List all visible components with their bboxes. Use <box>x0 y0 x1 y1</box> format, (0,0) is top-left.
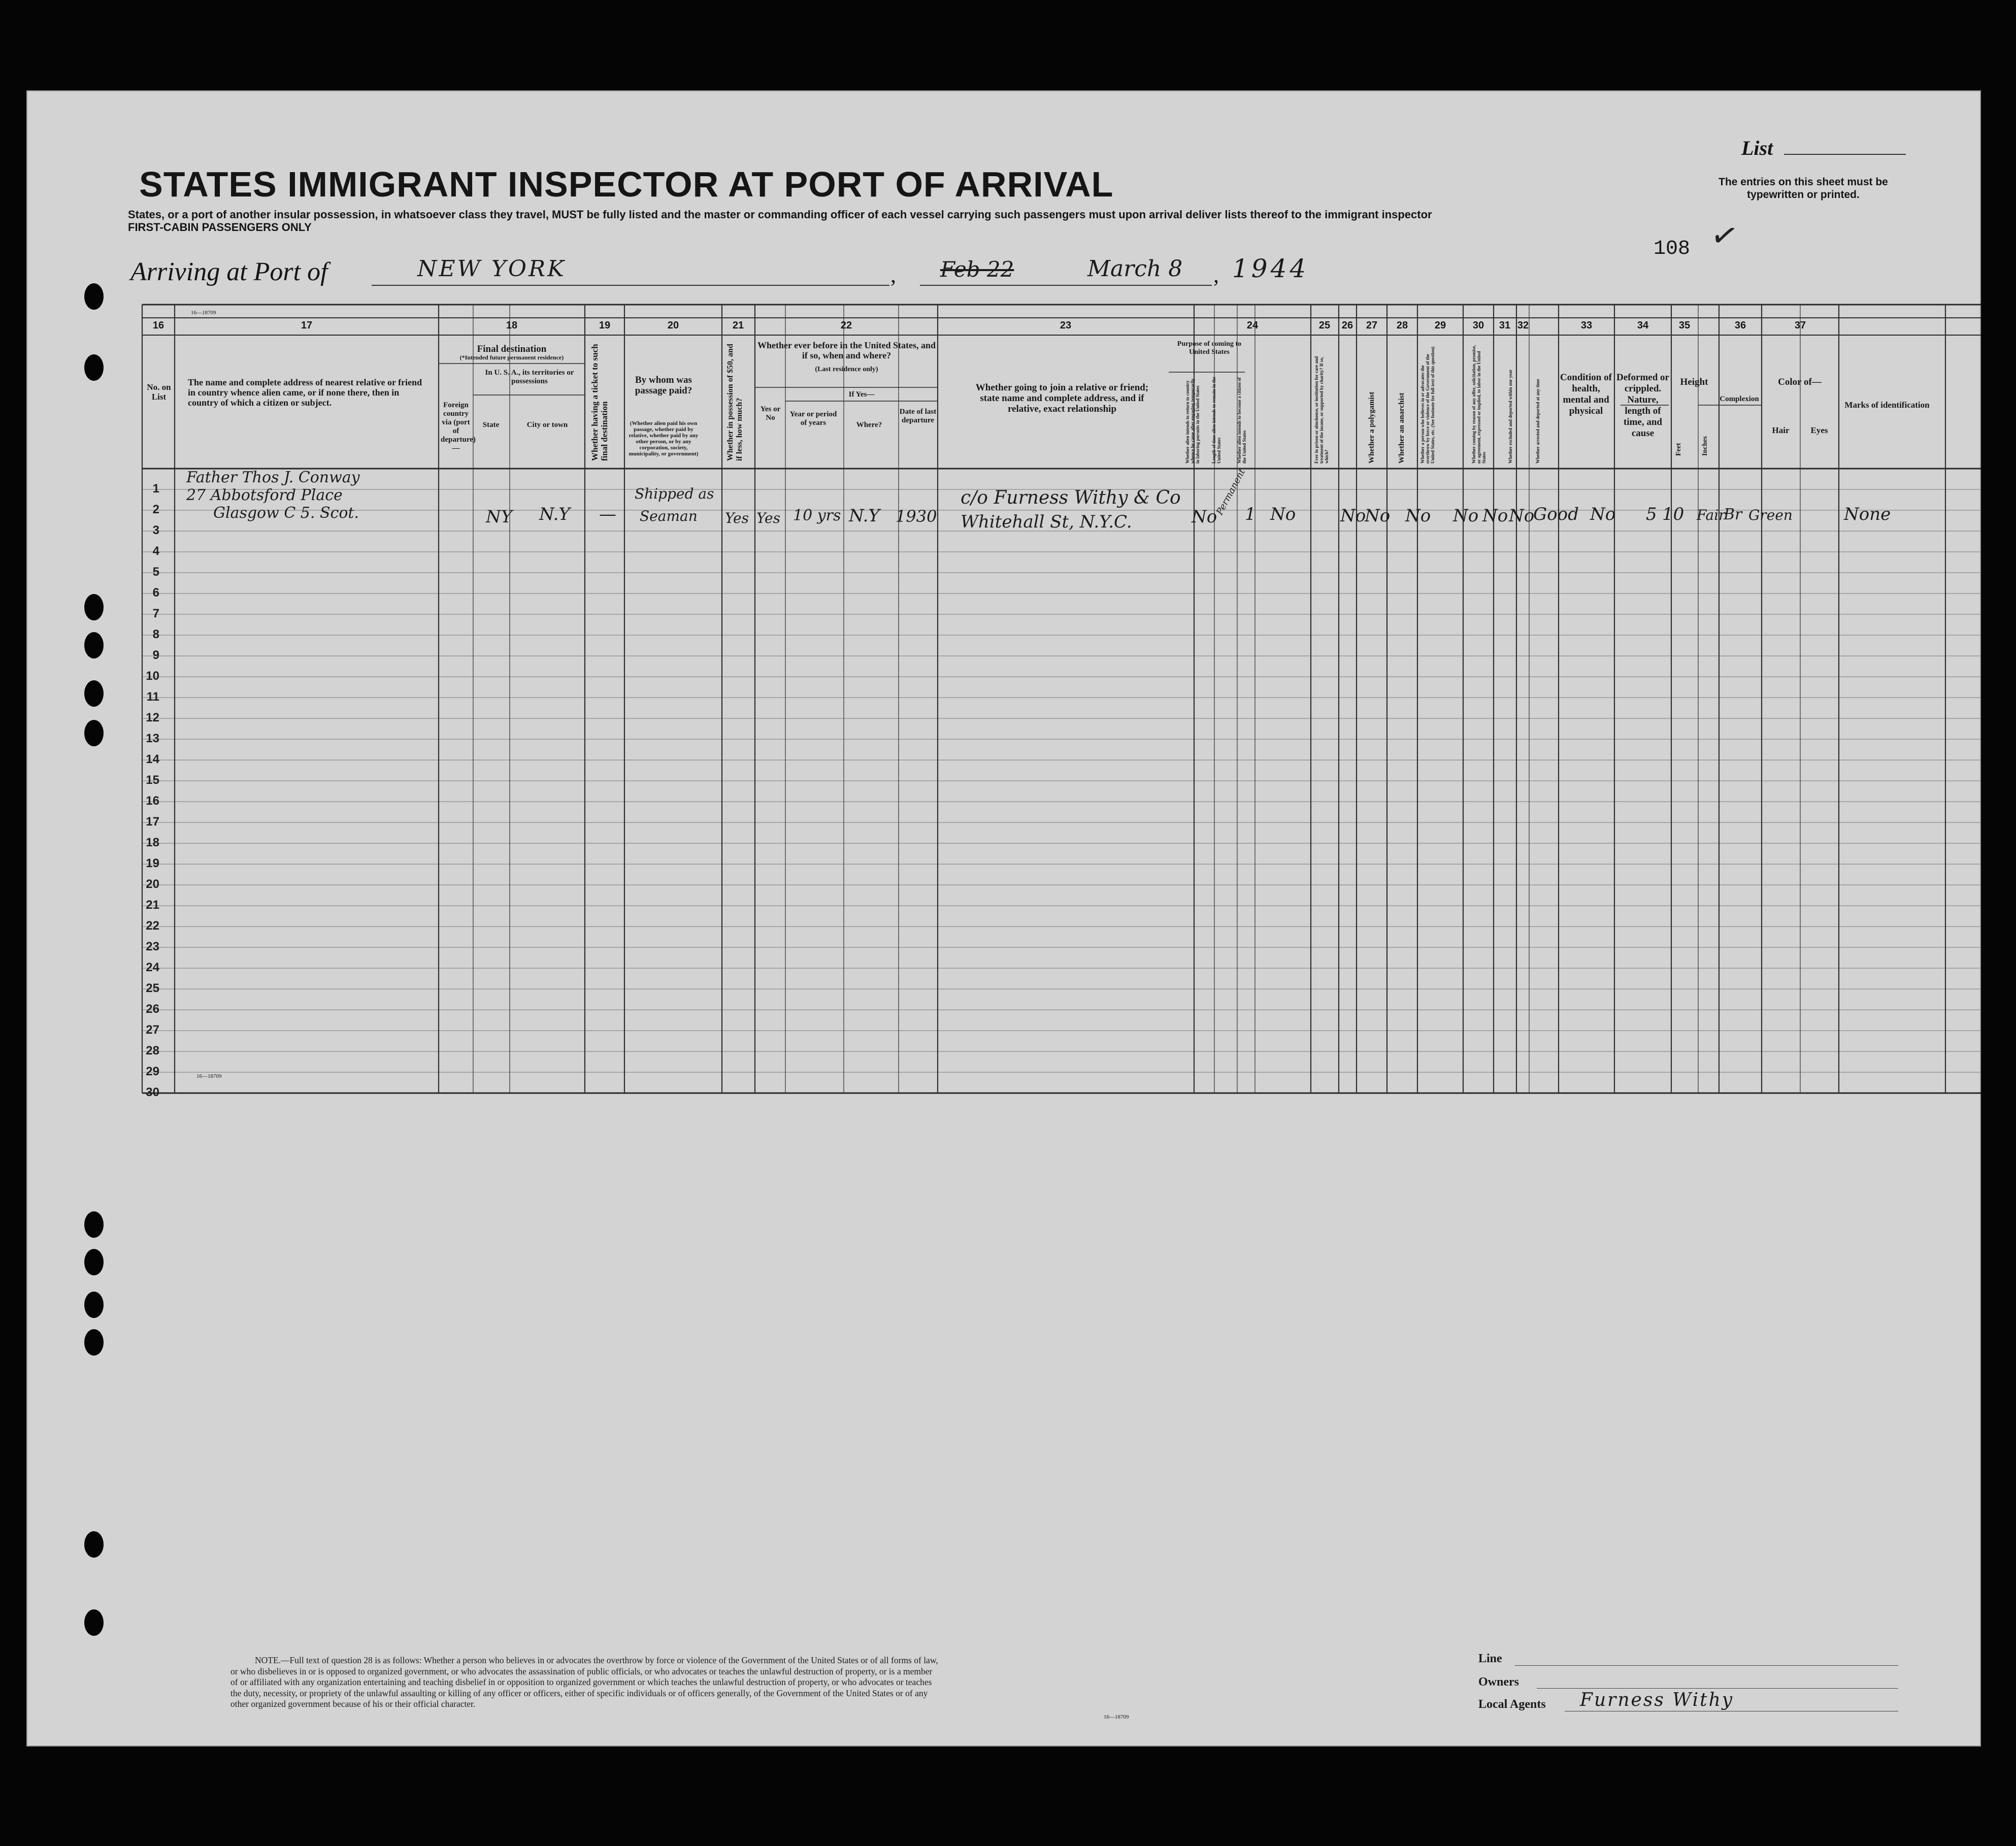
column-number: 16 <box>152 320 164 331</box>
form-number-bottom: 16—18709 <box>196 1073 222 1079</box>
column-number: 32 <box>1517 320 1529 331</box>
cabin-class: FIRST-CABIN PASSENGERS ONLY <box>128 221 312 234</box>
row-number: 23 <box>146 940 159 953</box>
entry-length-of-stay: Permanent <box>1214 467 1248 517</box>
line-label: Line <box>1478 1652 1502 1665</box>
header-where: Where? <box>856 421 882 429</box>
column-number: 22 <box>840 320 852 331</box>
header-marks: Marks of identification <box>1844 400 1930 410</box>
header-city: City or town <box>526 421 568 429</box>
header-foreign-country: Foreign country via (port of departure)— <box>441 401 476 452</box>
column-number: 19 <box>599 320 611 331</box>
date-value: March 8 <box>1087 256 1183 282</box>
column-number: 24 <box>1246 320 1259 331</box>
agents-label: Local Agents <box>1478 1698 1546 1711</box>
row-number: 4 <box>152 544 159 558</box>
header-excluded: Whether excluded and deported within one year <box>1508 369 1513 464</box>
row-number: 22 <box>146 919 159 933</box>
header-in-usa: In U. S. A., its territories or possessions <box>485 369 574 385</box>
header-year-period: Year or period of years <box>789 410 837 427</box>
header-eyes: Eyes <box>1810 425 1828 435</box>
entry-period: 10 yrs <box>793 507 841 524</box>
header-overthrow: Whether a person who believes in or advocates the overthrow by force or violence of the Government of the United States, etc. (See footnote for full text of this question) <box>1420 346 1435 464</box>
row-number: 2 <box>152 503 159 516</box>
entry-hair: Br <box>1724 506 1742 523</box>
header-purpose: Purpose of coming to United States <box>1177 340 1242 356</box>
footnote-line: of or affiliated with any organization entertaining and teaching disbelief in or opposition to organized government or which teaches the unlawful destruction of property, or who advocates or teaches <box>230 1677 932 1687</box>
entry-inches: 10 <box>1662 504 1684 524</box>
sheet-number: 108 <box>1654 238 1691 260</box>
row-number: 29 <box>146 1065 159 1078</box>
header-inches: Inches <box>1701 436 1709 456</box>
row-number: 10 <box>146 669 159 683</box>
subtitle: States, or a port of another insular possession, in whatsoever class they travel, MUST be fully listed and the master or commanding officer of each vessel carrying such passengers must upon arrival deliver lists thereof to the immigrant inspector <box>128 208 1432 221</box>
form-number-note: 16—18709 <box>1104 1714 1129 1720</box>
header-last-residence: (Last residence only) <box>815 366 878 373</box>
row-number: 5 <box>152 565 159 579</box>
entry-ticket: — <box>599 504 616 524</box>
header-if-yes: If Yes— <box>848 390 875 399</box>
entry-passage-line2: Seaman <box>640 508 698 524</box>
row-number: 30 <box>146 1085 159 1099</box>
header-passage-note: (Whether alien paid his own passage, whether paid by relative, whether paid by any other person, or by any corporation, society, municipality, or government) <box>629 420 699 457</box>
column-number: 21 <box>732 320 744 331</box>
row-number: 12 <box>146 711 159 724</box>
entry-eyes: Green <box>1748 507 1793 523</box>
header-date-departure: Date of last departure <box>899 408 937 424</box>
column-number: 33 <box>1580 320 1593 331</box>
port-value: NEW YORK <box>417 256 566 282</box>
entry-feet: 5 <box>1646 504 1657 524</box>
header-anarchist: Whether an anarchist <box>1398 392 1406 464</box>
row-number: 24 <box>146 961 159 974</box>
entry-ever-before: Yes <box>756 510 780 526</box>
row-number: 28 <box>146 1044 159 1058</box>
header-complexion: Complexion <box>1720 395 1759 403</box>
comma: , <box>890 262 896 287</box>
header-color-of: Color of— <box>1778 377 1822 387</box>
line-rule <box>1515 1665 1898 1666</box>
entry-marks: None <box>1844 504 1891 524</box>
column-number: 28 <box>1396 320 1408 331</box>
entry-join-line1: c/o Furness Withy & Co <box>961 487 1181 508</box>
entry-return-intent: No <box>1192 507 1217 527</box>
header-length-of-stay: Length of time alien intends to remain in the United States <box>1211 377 1221 464</box>
column-number: 20 <box>667 320 679 331</box>
row-number: 3 <box>152 523 159 537</box>
manifest-sheet <box>26 90 1981 1746</box>
arriving-label: Arriving at Port of <box>130 257 328 286</box>
column-number: 27 <box>1366 320 1378 331</box>
row-number: 27 <box>146 1023 159 1037</box>
year-value: 1944 <box>1232 254 1309 283</box>
header-height: Height <box>1680 377 1708 387</box>
column-number: 26 <box>1341 320 1353 331</box>
entry-overthrow: No <box>1405 506 1431 526</box>
header-feet: Feet <box>1675 443 1682 456</box>
header-labor-offer: Whether coming by reason of any offer, solicitation, promise, or agreement, expressed or implied, to labor in the United States <box>1471 345 1486 464</box>
entry-polygamist: No <box>1340 506 1366 526</box>
entry-complexion: Fair <box>1697 507 1726 523</box>
entry-possession: Yes <box>725 510 749 526</box>
header-health: Condition of health, mental and physical <box>1560 372 1612 416</box>
header-ticket: Whether having a ticket to such final destination <box>590 344 609 461</box>
row-number: 17 <box>146 815 159 829</box>
column-number: 36 <box>1734 320 1746 331</box>
header-passage-paid: By whom was passage paid? <box>635 375 692 396</box>
date-struck: Feb 22 <box>940 257 1014 282</box>
owners-label: Owners <box>1478 1675 1519 1689</box>
header-arrested: Whether arrested and deported at any time <box>1535 379 1540 464</box>
row-number: 18 <box>146 836 159 849</box>
row-number: 15 <box>146 773 159 787</box>
column-number: 34 <box>1637 320 1649 331</box>
column-number: 30 <box>1472 320 1484 331</box>
column-number: 31 <box>1499 320 1511 331</box>
agents-value: Furness Withy <box>1580 1690 1734 1710</box>
entry-labor-offer: No <box>1453 506 1479 526</box>
header-possession: Whether in possession of $50, and if less, how much? <box>726 344 744 461</box>
footnote-line: the duty, necessity, or propriety of the unlawful assaulting or killing of any officer or officers, either of specific individuals or of officers generally, of the Government of the United States or of any <box>230 1688 928 1698</box>
header-polygamist: Whether a polygamist <box>1368 391 1376 464</box>
column-number: 25 <box>1318 320 1331 331</box>
row-number: 20 <box>146 877 159 891</box>
entry-where: N.Y <box>849 506 880 526</box>
header-join-relative: Whether going to join a relative or friend; state name and complete address, and if relative, exact relationship <box>975 382 1149 414</box>
row-number: 13 <box>146 732 159 745</box>
entry-deformed: No <box>1590 504 1616 524</box>
header-deformed: Deformed or crippled. Nature, length of time, and cause <box>1616 372 1669 439</box>
owners-rule <box>1537 1688 1898 1689</box>
row-number: 6 <box>152 586 159 600</box>
entry-excluded: No <box>1482 506 1508 526</box>
header-final-destination: Final destination <box>477 344 547 354</box>
row-number: 7 <box>152 607 159 620</box>
entry-prison: No <box>1270 504 1296 524</box>
entry-relative-line3: Glasgow C 5. Scot. <box>213 504 359 522</box>
header-relative-address: The name and complete address of nearest relative or friend in country whence alien came, or if none there, then in country of which a citizen or subject. <box>188 377 422 408</box>
column-number: 18 <box>506 320 518 331</box>
header-hair: Hair <box>1772 425 1790 435</box>
row-number: 14 <box>146 752 159 766</box>
list-label: List <box>1741 137 1773 159</box>
row-number: 26 <box>146 1002 159 1016</box>
entry-anarchist: No <box>1365 506 1391 526</box>
instruction: The entries on this sheet must be typewritten or printed. <box>1718 176 1888 201</box>
entry-arrested: No <box>1509 506 1535 526</box>
footnote-line: or who disbelieves in or is opposed to organized government, or who advocates the assassination of public officials, or who advocates or teaches the unlawful destruction of property, or is a member <box>230 1666 933 1676</box>
row-number: 21 <box>146 898 159 912</box>
entry-citizen-intent: 1 <box>1245 504 1256 524</box>
footnote-line: other organized government because of his or their official character. <box>230 1699 476 1709</box>
column-number: 29 <box>1434 320 1446 331</box>
column-number: 17 <box>301 320 313 331</box>
row-number: 9 <box>152 648 159 662</box>
header-no-on-list: No. on List <box>147 382 171 402</box>
row-number: 11 <box>146 690 159 704</box>
header-return-intent: Whether alien intends to return to country whence he came after engaging temporarily in laboring pursuits in the United States <box>1185 378 1200 464</box>
row-number: 8 <box>152 628 159 641</box>
row-number: 19 <box>146 856 159 870</box>
entry-join-line2: Whitehall St, N.Y.C. <box>961 512 1132 532</box>
header-prison: Ever in prison or almshouse, or institution for care and treatment of the insane, or supported by charity? If so, which? <box>1314 356 1329 464</box>
header-citizen-intent: Whether alien intends to become a citizen of the United States <box>1237 377 1247 464</box>
column-number: 37 <box>1794 320 1806 331</box>
row-number: 1 <box>152 482 159 496</box>
row-number: 16 <box>146 794 159 808</box>
form-number-top: 16—18709 <box>191 310 216 316</box>
header-yes-no: Yes or No <box>760 405 781 422</box>
entry-relative-line1: Father Thos J. Conway <box>186 469 360 486</box>
manifest-grid <box>26 90 1981 1746</box>
header-ever-before: Whether ever before in the United States, and if so, when and where? <box>757 340 936 360</box>
comma: , <box>1213 262 1219 287</box>
footnote-line: NOTE.—Full text of question 28 is as follows: Whether a person who believes in or advocates the overthrow by force or violence of the Government of the United States or of all forms of law, <box>255 1655 938 1665</box>
entry-city: N.Y <box>539 504 570 524</box>
check-mark: ✓ <box>1707 215 1742 256</box>
entry-last-departure: 1930 <box>896 507 937 526</box>
row-number: 25 <box>146 981 159 995</box>
header-state: State <box>482 421 500 429</box>
entry-state: NY <box>486 507 513 527</box>
entry-relative-line2: 27 Abbotsford Place <box>186 486 343 504</box>
column-number: 23 <box>1060 320 1072 331</box>
entry-health: Good <box>1533 504 1579 524</box>
column-number: 35 <box>1678 320 1691 331</box>
header-final-destination-note: (*Intended future permanent residence) <box>459 354 564 361</box>
entry-passage-line1: Shipped as <box>635 485 714 502</box>
page-title: STATES IMMIGRANT INSPECTOR AT PORT OF ARRIVAL <box>139 164 1114 204</box>
